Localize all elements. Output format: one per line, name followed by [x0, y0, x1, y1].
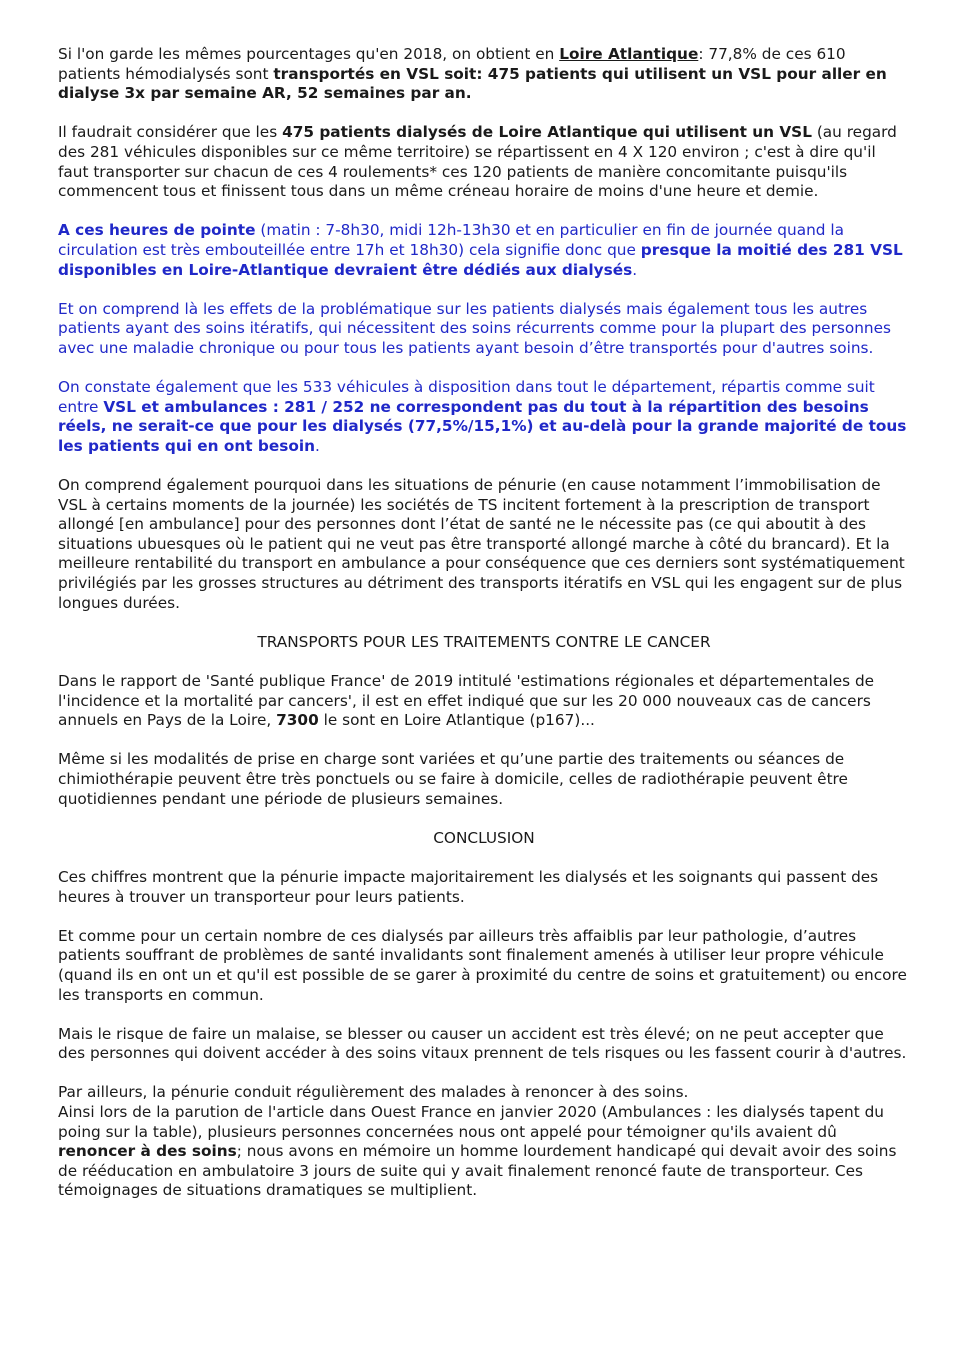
paragraph-conclusion-figures: Ces chiffres montrent que la pénurie impacte majoritairement les dialysés et les soignants qui passent des heures à trouver un transporteur pour leurs patients.	[58, 867, 879, 906]
paragraph-radiotherapy: Même si les modalités de prise en charge sont variées et qu’une partie des traitements ou séances de chimiothérapie peuvent être très ponctuels ou se faire à domicile, celles de radiothérapie peuvent être quotidiennes pendant une période de plusieurs semaines.	[58, 750, 848, 808]
paragraph-rush-hours: A ces heures de pointe (matin : 7-8h30, midi 12h-13h30 et en particulier en fin de journée quand la circulation est très embouteillée entre 17h et 18h30) cela signifie donc que presque la moitié des 281 VSL disponibles en Loire-Atlantique devraient être dédiés aux dialysés.	[58, 221, 903, 279]
paragraph-risk: Mais le risque de faire un malaise, se blesser ou causer un accident est très élevé; on ne peut accepter que des personnes qui doivent accéder à des soins vitaux prennent de tels risques ou les fassent courir à d'autres.	[58, 1024, 907, 1063]
vsl-patients-emphasis: transportés en VSL soit: 475 patients qui utilisent un VSL pour aller en dialyse 3x par semaine AR, 52 semaines par an.	[58, 64, 887, 103]
paragraph-ouest-france-testimonies: Ainsi lors de la parution de l'article dans Ouest France en janvier 2020 (Ambulances : les dialysés tapent du poing sur la table), plusieurs personnes concernées nous ont appelé pour témoigner qu'ils avaient dû renoncer à des soins; nous avons en mémoire un homme lourdement handicapé qui devait avoir des soins de rééducation en ambulatoire 3 jours de suite qui y avait finalement renoncé faute de transporteur. Ces témoignages de situations dramatiques se multiplient.	[58, 1103, 897, 1200]
paragraph-475-patients: Il faudrait considérer que les 475 patients dialysés de Loire Atlantique qui utilisent un VSL (au regard des 281 véhicules disponibles sur ce même territoire) se répartissent en 4 X 120 environ ; c'est à dire qu'il faut transporter sur chacun de ces 4 roulements* ces 120 patients de manière concomitante puisqu'ils commencent tous et finissent tous dans un même créneau horaire de moins d'une heure et demie.	[58, 123, 897, 201]
loire-atlantique-emphasis: Loire Atlantique	[559, 45, 699, 63]
paragraph-iterative-care: Et on comprend là les effets de la problématique sur les patients dialysés mais également tous les autres patients ayant des soins itératifs, qui nécessitent des soins récurrents comme pour la plupart des personnes avec une maladie chronique ou pour tous les patients ayant besoin d’être transportés pour d'autres soins.	[58, 299, 891, 357]
section-heading-conclusion: CONCLUSION	[433, 828, 535, 847]
document-page	[58, 45, 910, 1221]
paragraph-own-vehicle: Et comme pour un certain nombre de ces dialysés par ailleurs très affaiblis par leur pathologie, d’autres patients souffrant de problèmes de santé invalidants sont finalement amenés à utiliser leur propre véhicule (quand ils en ont un et qu'il est possible de se garer à proximité du centre de soins et gratuitement) ou encore les transports en commun.	[58, 926, 907, 1004]
section-heading-cancer-transport: TRANSPORTS POUR LES TRAITEMENTS CONTRE LE CANCER	[257, 632, 711, 651]
paragraph-renounce-care: Par ailleurs, la pénurie conduit régulièrement des malades à renoncer à des soins.	[58, 1083, 689, 1102]
paragraph-cancer-report: Dans le rapport de 'Santé publique France' de 2019 intitulé 'estimations régionales et départementales de l'incidence et la mortalité par cancers', il est en effet indiqué que sur les 20 000 nouveaux cas de cancers annuels en Pays de la Loire, 7300 le sont en Loire Atlantique (p167)...	[58, 672, 875, 730]
paragraph-vehicle-distribution: On constate également que les 533 véhicules à disposition dans tout le département, répartis comme suit entre VSL et ambulances : 281 / 252 ne correspondent pas du tout à la répartition des besoins réels, ne serait-ce que pour les dialysés (77,5%/15,1%) et au-delà pour la grande majorité de tous les patients qui en ont besoin.	[58, 378, 907, 455]
paragraph-shortage-ambulance: On comprend également pourquoi dans les situations de pénurie (en cause notamment l’immobilisation de VSL à certains moments de la journée) les sociétés de TS incitent fortement à la prescription de transport allongé [en ambulance] pour des personnes dont l’état de santé ne le nécessite pas (ce qui aboutit à des situations ubuesques où le patient qui ne veut pas être transporté allongé marche à côté du brancard). Et la meilleure rentabilité du transport en ambulance a pour conséquence que ces derniers sont systématiquement privilégiés par les grosses structures au détriment des transports itératifs en VSL qui les engagent sur de plus longues durées.	[58, 476, 905, 612]
paragraph-loire-atlantique-percentages: Si l'on garde les mêmes pourcentages qu'en 2018, on obtient en Loire Atlantique: 77,8% de ces 610 patients hémodialysés sont transportés en VSL soit: 475 patients qui utilisent un VSL pour aller en dialyse 3x par semaine AR, 52 semaines par an.	[58, 45, 887, 103]
